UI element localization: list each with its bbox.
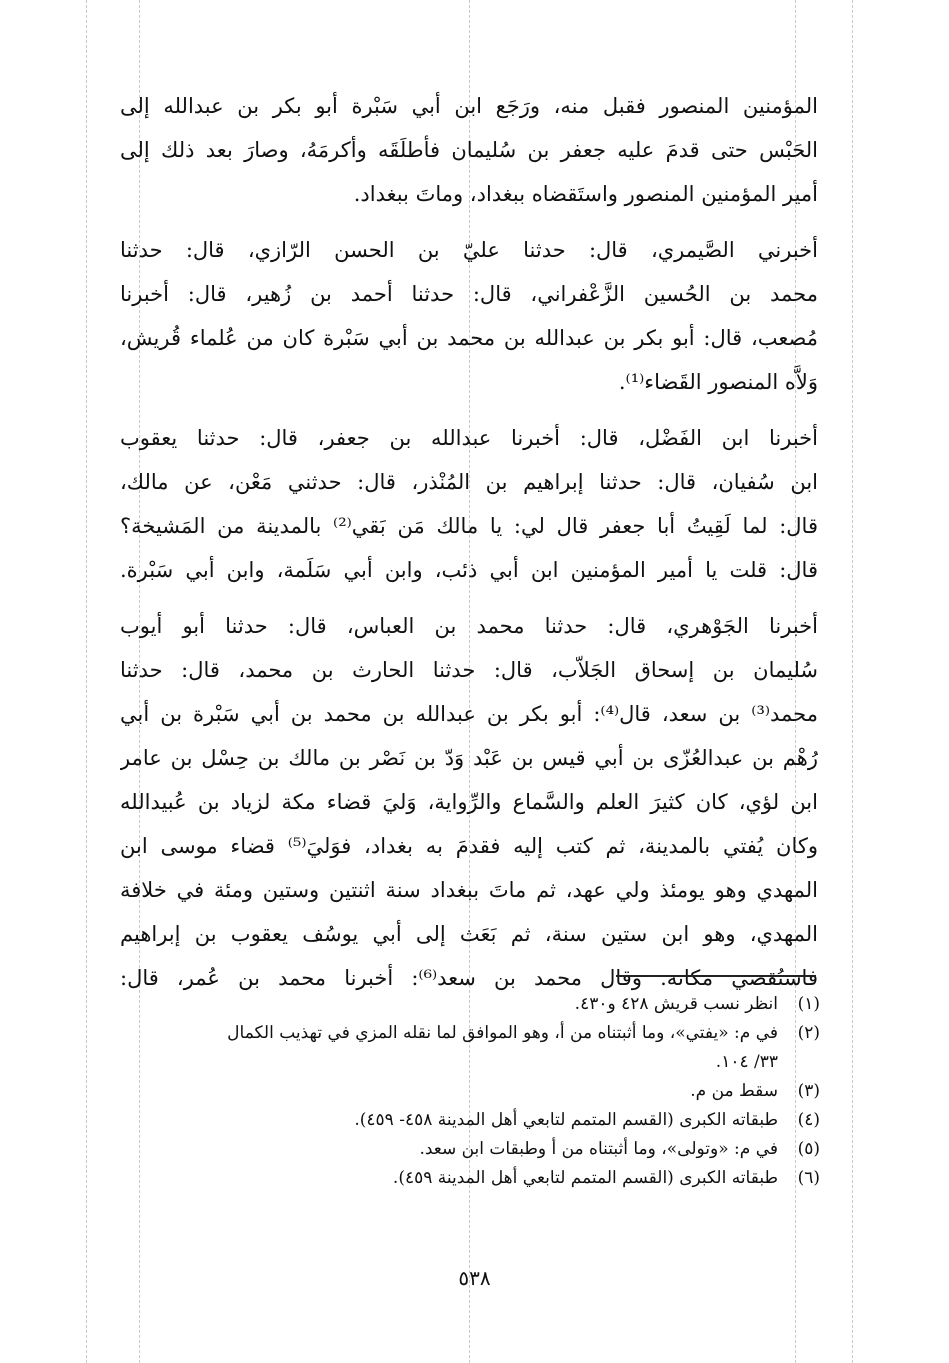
footnotes xyxy=(120,990,820,1193)
page-number: ٥٣٨ xyxy=(458,1266,491,1290)
footnote-number: (٤) xyxy=(797,1110,820,1130)
body-line: رُهْم بن عبدالعُزّى بن أبي قيس بن عَبْد وَدّ بن نَصْر بن مالك بن حِسْل بن عامر xyxy=(120,746,818,770)
body-line: المؤمنين المنصور فقبل منه، ورَجَع ابن أبي سَبْرة أبو بكر بن عبدالله إلى xyxy=(120,94,818,118)
footnote-text: في م: «وتولى»، وما أثبتناه من أ وطبقات ابن سعد. xyxy=(419,1139,778,1159)
footnote xyxy=(120,1164,820,1193)
body-line: الحَبْس حتى قدمَ عليه جعفر بن سُليمان فأطلَقَه وأكرمَهُ، وصارَ بعد ذلك إلى xyxy=(120,138,818,162)
footnote xyxy=(120,1135,820,1164)
footnote xyxy=(120,1106,820,1135)
footnote-text: ٣٣/ ١٠٤. xyxy=(715,1052,778,1072)
footnote-number: (٥) xyxy=(797,1139,820,1159)
body-line: وكان يُفتي بالمدينة، ثم كتب إليه فقدمَ به بغداد، فوَليَ⁽⁵⁾ قضاء موسى ابن xyxy=(120,834,818,858)
footnote-text: انظر نسب قريش ٤٢٨ و٤٣٠. xyxy=(574,994,778,1014)
footnote-number: (٣) xyxy=(797,1081,820,1101)
body-line: المهدي وهو يومئذ ولي عهد، ثم ماتَ ببغداد سنة اثنتين وستين ومئة في خلافة xyxy=(120,878,818,902)
page-body xyxy=(120,84,818,1000)
footnote xyxy=(120,990,820,1019)
footnote-number: (٢) xyxy=(797,1023,820,1043)
footnote-continuation xyxy=(120,1048,820,1077)
body-line: وَلاَّه المنصور القَضاء⁽¹⁾. xyxy=(618,370,818,394)
footnote-text: في م: «يفتي»، وما أثبتناه من أ، وهو الموافق لما نقله المزي في تهذيب الكمال xyxy=(227,1023,778,1043)
body-line: أخبرني الصَّيمري، قال: حدثنا عليّ بن الحسن الرّازي، قال: حدثنا xyxy=(120,238,818,262)
body-line: أخبرنا ابن الفَضْل، قال: أخبرنا عبدالله بن جعفر، قال: حدثنا يعقوب xyxy=(120,426,818,450)
body-line: ابن لؤي، كان كثيرَ العلم والسَّماع والرِّواية، وَليَ قضاء مكة لزياد بن عُبيدالله xyxy=(120,790,818,814)
body-line: أخبرنا الجَوْهري، قال: حدثنا محمد بن العباس، قال: حدثنا أبو أيوب xyxy=(120,614,818,638)
footnote-separator xyxy=(616,975,816,977)
footnote-number: (٦) xyxy=(797,1168,820,1188)
body-line: قال: لما لَقِيتُ أبا جعفر قال لي: يا مالك مَن بَقي⁽²⁾ بالمدينة من المَشيخة؟ xyxy=(120,514,818,538)
footnote-text: طبقاته الكبرى (القسم المتمم لتابعي أهل المدينة ٤٥٨- ٤٥٩). xyxy=(354,1110,778,1130)
body-line: محمد بن الحُسين الزَّعْفراني، قال: حدثنا أحمد بن زُهير، قال: أخبرنا xyxy=(120,282,818,306)
footnote-number: (١) xyxy=(797,994,820,1014)
body-line: ابن سُفيان، قال: حدثنا إبراهيم بن المُنْذر، قال: حدثني مَعْن، عن مالك، xyxy=(120,470,818,494)
footnote xyxy=(120,1019,820,1048)
scan-fold-line xyxy=(852,0,853,1363)
footnote-text: سقط من م. xyxy=(690,1081,778,1101)
body-line: محمد⁽³⁾ بن سعد، قال⁽⁴⁾: أبو بكر بن عبدالله بن محمد بن أبي سَبْرة بن أبي xyxy=(120,702,818,726)
body-line: المهدي، وهو ابن ستين سنة، ثم بَعَث إلى أبي يوسُف يعقوب بن إبراهيم xyxy=(120,922,818,946)
footnote xyxy=(120,1077,820,1106)
scan-fold-line xyxy=(86,0,87,1363)
body-line: مُصعب، قال: أبو بكر بن عبدالله بن محمد بن أبي سَبْرة كان من عُلماء قُريش، xyxy=(120,326,818,350)
body-line: فاستُقضي مكانه. وقال محمد بن سعد⁽⁶⁾: أخبرنا محمد بن عُمر، قال: xyxy=(120,966,818,990)
body-line: أمير المؤمنين المنصور واستَقضاه ببغداد، وماتَ ببغداد. xyxy=(353,182,818,206)
body-line: سُليمان بن إسحاق الجَلاّب، قال: حدثنا الحارث بن محمد، قال: حدثنا xyxy=(120,658,818,682)
body-line: قال: قلت يا أمير المؤمنين ابن أبي ذئب، وابن أبي سَلَمة، وابن أبي سَبْرة. xyxy=(120,558,818,582)
footnote-text: طبقاته الكبرى (القسم المتمم لتابعي أهل المدينة ٤٥٩). xyxy=(392,1168,778,1188)
footnote-number xyxy=(778,1048,820,1077)
